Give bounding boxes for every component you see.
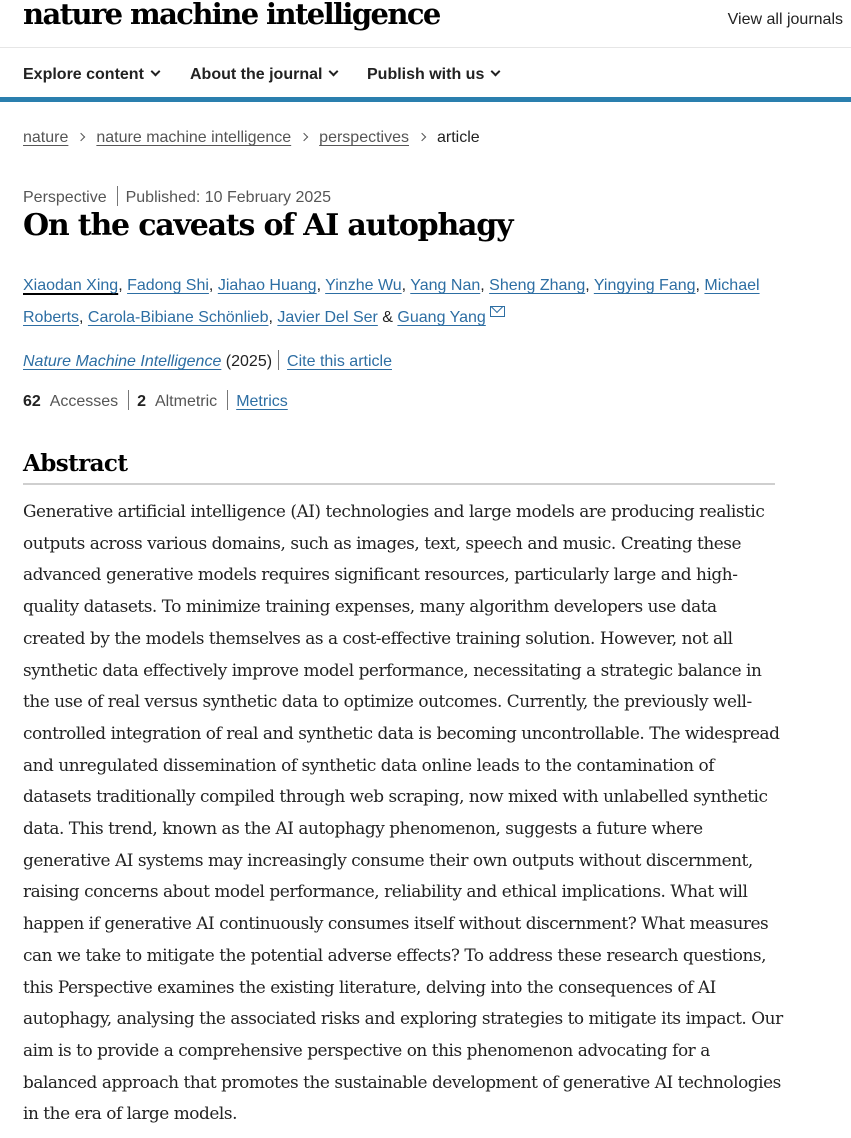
email-icon[interactable] [490, 306, 505, 317]
author-link[interactable]: Sheng Zhang [489, 277, 586, 294]
chevron-down-icon [150, 67, 160, 77]
nav-about-journal[interactable] [190, 66, 337, 84]
altmetric-label: Altmetric [154, 393, 218, 410]
breadcrumb-perspectives[interactable]: perspectives [319, 129, 409, 146]
author-link[interactable]: Yinzhe Wu [325, 277, 402, 294]
nav-label: About the journal [190, 66, 323, 83]
chevron-right-icon [77, 133, 85, 141]
altmetric-score: 2 [137, 393, 147, 410]
chevron-right-icon [418, 133, 426, 141]
author-link[interactable]: Carola-Bibiane Schönlieb [87, 309, 269, 326]
chevron-down-icon [491, 67, 501, 77]
breadcrumb [23, 129, 480, 147]
divider [278, 350, 279, 370]
nav-explore-content[interactable] [23, 66, 159, 84]
divider [117, 186, 118, 206]
journal-logo[interactable]: nature machine intelligence [23, 0, 440, 31]
article-metrics [23, 390, 288, 411]
main-nav [0, 49, 851, 102]
author-link[interactable]: Yingying Fang [593, 277, 696, 294]
divider [227, 390, 228, 410]
chevron-down-icon [329, 67, 339, 77]
breadcrumb-current: article [437, 129, 480, 146]
article-meta [23, 186, 331, 207]
citation-line [23, 350, 392, 371]
journal-link[interactable]: Nature Machine Intelligence [23, 353, 222, 370]
nav-label: Publish with us [367, 66, 485, 83]
metrics-link[interactable]: Metrics [236, 393, 288, 410]
accesses-count: 62 [23, 393, 41, 410]
author-link[interactable]: Michael Roberts [23, 277, 760, 326]
abstract-text: Generative artificial intelligence (AI) technologies and large models are producing realistic outputs across various domains, such as images, text, speech and music. Creating these advanced generative models requires significant resources, particularly large and high-quality datasets. To minimize training expenses, many algorithm developers use data created by the models themselves as a cost-effective training solution. However, not all synthetic data effectively improve model performance, necessitating a strategic balance in the use of real versus synthetic data to optimize outcomes. Currently, the previously well-controlled integration of real and synthetic data is becoming uncontrollable. The widespread and unregulated dissemination of synthetic data online leads to the contamination of datasets traditionally compiled through web scraping, now mixed with unlabelled synthetic data. This trend, known as the AI autophagy phenomenon, suggests a future where generative AI systems may increasingly consume their own outputs without discernment, raising concerns about model performance, reliability and ethical implications. What will happen if generative AI continuously consumes itself without discernment? What measures can we take to mitigate the potential adverse effects? To address these research questions, this Perspective examines the existing literature, delving into the consequences of AI autophagy, analysing the associated risks and exploring strategies to mitigate its impact. Our aim is to provide a comprehensive perspective on this phenomenon advocating for a balanced approach that promotes the sustainable development of generative AI technologies in the era of large models. [23, 501, 783, 1124]
accesses-label: Accesses [49, 393, 119, 410]
chevron-right-icon [300, 133, 308, 141]
abstract-heading: Abstract [23, 450, 775, 485]
author-link[interactable]: Xiaodan Xing [23, 277, 119, 294]
article-type: Perspective [23, 189, 107, 206]
nav-label: Explore content [23, 66, 144, 83]
article-title: On the caveats of AI autophagy [23, 208, 513, 243]
site-header [0, 0, 851, 48]
cite-article-link[interactable]: Cite this article [287, 353, 392, 370]
published-date: Published: 10 February 2025 [125, 189, 332, 206]
author-list: Xiaodan Xing, Fadong Shi, Jiahao Huang, Yinzhe Wu, Yang Nan, Sheng Zhang, Yingying Fang, Michael Roberts, Carola-Bibiane Schönlieb, Javier Del Ser & Guang Yang [23, 277, 760, 326]
author-link[interactable]: Fadong Shi [127, 277, 209, 294]
author-link[interactable]: Jiahao Huang [217, 277, 317, 294]
author-link[interactable]: Yang Nan [410, 277, 481, 294]
divider [128, 390, 129, 410]
author-link[interactable]: Guang Yang [397, 309, 486, 326]
breadcrumb-journal[interactable]: nature machine intelligence [96, 129, 292, 146]
publication-year: (2025) [225, 353, 273, 370]
breadcrumb-nature[interactable]: nature [23, 129, 69, 146]
author-link[interactable]: Javier Del Ser [277, 309, 378, 326]
nav-publish-with-us[interactable] [367, 66, 499, 84]
view-all-journals-link[interactable]: View all journals [727, 11, 843, 28]
